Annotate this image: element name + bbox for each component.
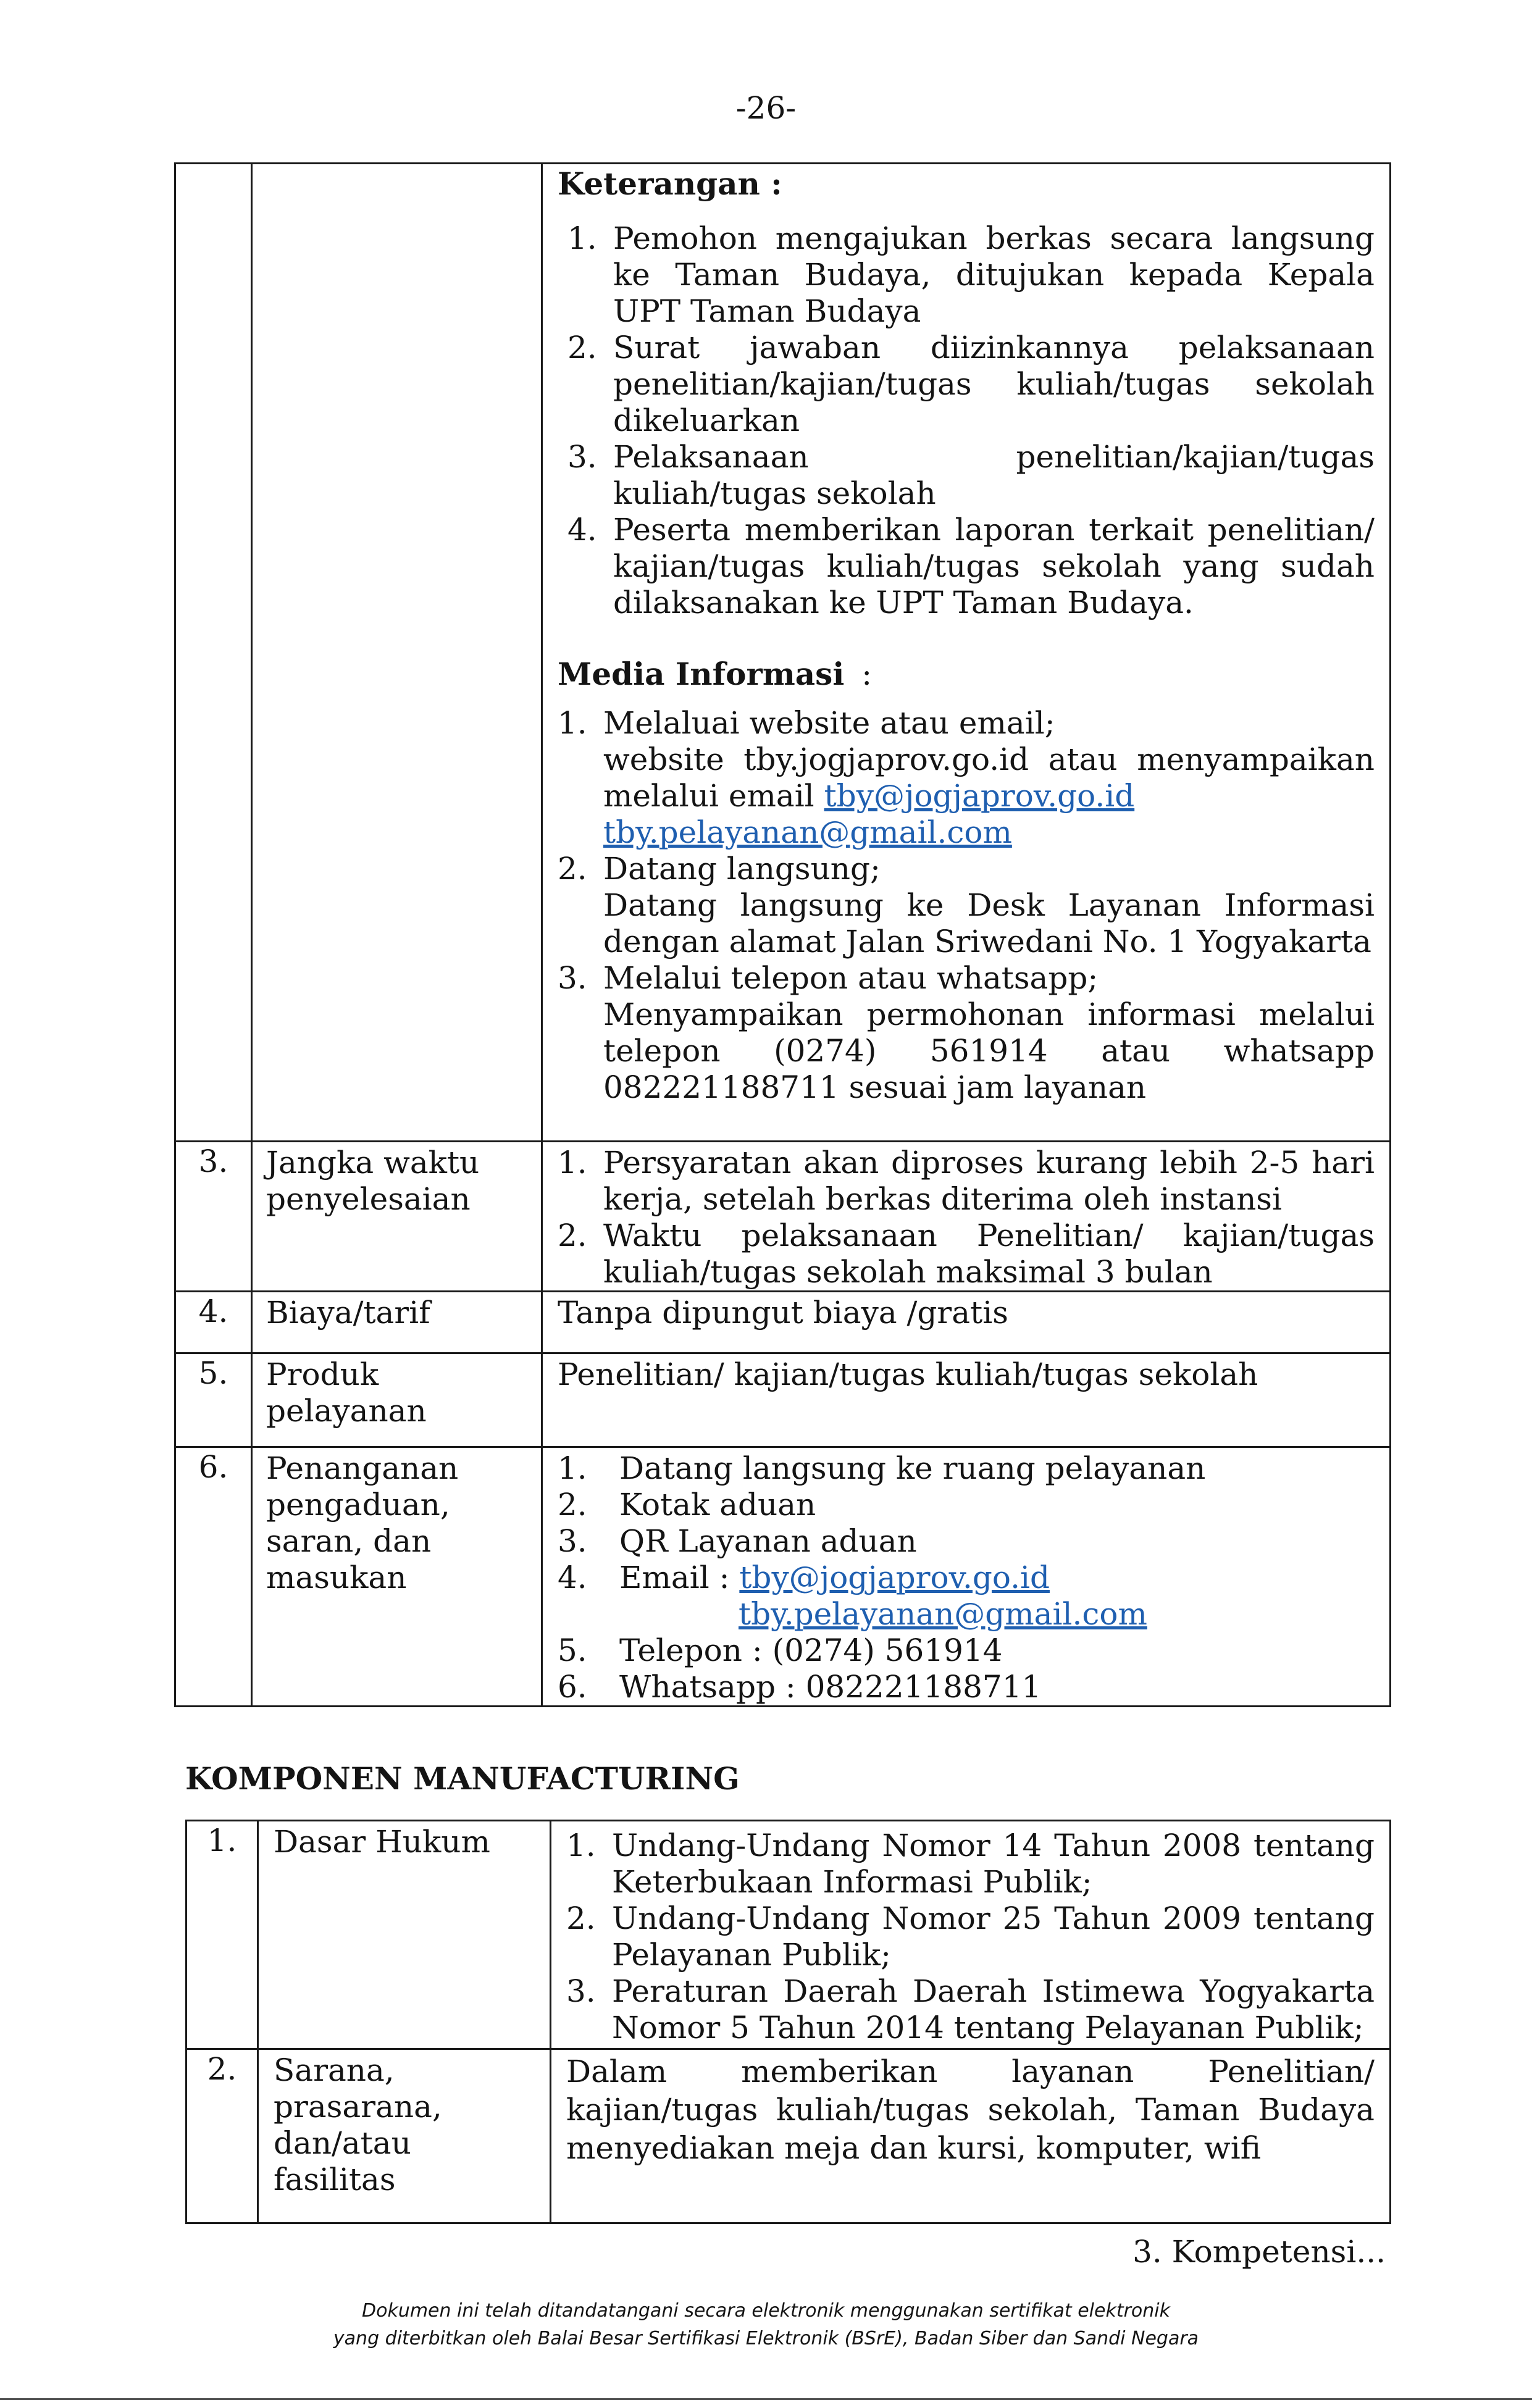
row-label-cell: [252, 164, 542, 1142]
keterangan-list: [558, 220, 1375, 621]
footer-line: Dokumen ini telah ditandatangani secara elektronik menggunakan sertifikat elektronik: [361, 2300, 1170, 2322]
signature-footer: [0, 2297, 1532, 2352]
email-link[interactable]: tby.pelayanan@gmail.com: [603, 814, 1012, 850]
row-number-cell: 3.: [175, 1142, 252, 1292]
footer-line: yang diterbitkan oleh Balai Besar Sertifikasi Elektronik (BSrE), Badan Siber dan Sandi Negara: [333, 2328, 1199, 2349]
list-item: 2. Kotak aduan: [558, 1487, 816, 1523]
list-item: 3. Melalui telepon atau whatsapp; Menyampaikan permohonan informasi melalui telepon (0274) 561914 atau whatsapp 082221188711 sesuai jam layanan: [558, 960, 1375, 1105]
email-link[interactable]: tby.pelayanan@gmail.com: [739, 1596, 1147, 1632]
table-row: [175, 1447, 1391, 1707]
table-row: [186, 2049, 1391, 2223]
row-number-cell: 6.: [175, 1447, 252, 1707]
keterangan-heading: Keterangan :: [558, 165, 782, 202]
service-standards-table: [174, 162, 1391, 1707]
manufacturing-component-table: [185, 1820, 1391, 2224]
row-label-cell: Jangka waktu penyelesaian: [252, 1142, 542, 1292]
row-content-cell: [542, 1447, 1391, 1707]
section-title: KOMPONEN MANUFACTURING: [185, 1760, 740, 1797]
list-item: 1. Datang langsung ke ruang pelayanan: [558, 1450, 1206, 1486]
list-item: 1. Undang-Undang Nomor 14 Tahun 2008 tentang Keterbukaan Informasi Publik;: [566, 1828, 1375, 1900]
table-row: [175, 1142, 1391, 1292]
list-item: 2. Surat jawaban diizinkannya pelaksanaan penelitian/kajian/tugas kuliah/tugas sekolah dikeluarkan: [567, 330, 1375, 438]
media-heading-line: [558, 656, 1375, 693]
row-label-cell: Produk pelayanan: [252, 1353, 542, 1447]
list-item: 1. Persyaratan akan diproses kurang lebih 2-5 hari kerja, setelah berkas diterima oleh instansi: [558, 1145, 1375, 1217]
media-colon: :: [861, 656, 873, 692]
row-number-cell: 5.: [175, 1353, 252, 1447]
row-number-cell: 1.: [186, 1821, 258, 2049]
email-link[interactable]: tby@jogjaprov.go.id: [824, 778, 1135, 814]
table-row: [175, 1353, 1391, 1447]
complaint-list: [558, 1450, 1375, 1705]
row-label-cell: Biaya/tarif: [252, 1292, 542, 1353]
list-item: 4. Email : tby@jogjaprov.go.id tby.pelayanan@gmail.com: [558, 1560, 1147, 1632]
media-heading: Media Informasi: [558, 656, 845, 692]
row-content-cell: [542, 164, 1391, 1142]
page-number: -26-: [735, 90, 797, 126]
row-label-cell: Dasar Hukum: [258, 1821, 551, 2049]
continuation-marker: 3. Kompetensi...: [1132, 2234, 1386, 2270]
bottom-rule: [0, 2398, 1532, 2400]
list-item: 2. Undang-Undang Nomor 25 Tahun 2009 tentang Pelayanan Publik;: [566, 1900, 1375, 1973]
duration-list: [558, 1145, 1375, 1290]
row-label-cell: Sarana, prasarana, dan/atau fasilitas: [258, 2049, 551, 2223]
row-content-cell: [551, 1821, 1391, 2049]
list-item: 1. Melaluai website atau email; website tby.jogjaprov.go.id atau menyampaikan melalui email tby@jogjaprov.go.id tby.pelayanan@gmail.com: [558, 705, 1375, 850]
row-number-cell: 4.: [175, 1292, 252, 1353]
list-item: 6. Whatsapp : 082221188711: [558, 1669, 1042, 1705]
row-content-cell: Tanpa dipungut biaya /gratis: [542, 1292, 1391, 1353]
media-list: [558, 705, 1375, 1106]
row-number-cell: 2.: [186, 2049, 258, 2223]
list-item: 5. Telepon : (0274) 561914: [558, 1633, 1003, 1668]
row-content-cell: Penelitian/ kajian/tugas kuliah/tugas sekolah: [542, 1353, 1391, 1447]
row-content-cell: Dalam memberikan layanan Penelitian/ kajian/tugas kuliah/tugas sekolah, Taman Budaya menyediakan meja dan kursi, komputer, wifi: [551, 2049, 1391, 2223]
row-label-cell: Penanganan pengaduan, saran, dan masukan: [252, 1447, 542, 1707]
list-item: 4. Peserta memberikan laporan terkait penelitian/ kajian/tugas kuliah/tugas sekolah yang sudah dilaksanakan ke UPT Taman Budaya.: [567, 512, 1375, 621]
table-row: [186, 1821, 1391, 2049]
list-item: 3. Pelaksanaan penelitian/kajian/tugas kuliah/tugas sekolah: [567, 439, 1375, 511]
list-item: 2. Waktu pelaksanaan Penelitian/ kajian/tugas kuliah/tugas sekolah maksimal 3 bulan: [558, 1218, 1375, 1290]
row-content-cell: [542, 1142, 1391, 1292]
row-number-cell: [175, 164, 252, 1142]
legal-basis-list: [566, 1828, 1375, 2046]
list-item: 3. Peraturan Daerah Daerah Istimewa Yogyakarta Nomor 5 Tahun 2014 tentang Pelayanan Publik;: [566, 1973, 1375, 2046]
table-row: [175, 164, 1391, 1142]
list-item: 2. Datang langsung; Datang langsung ke Desk Layanan Informasi dengan alamat Jalan Sriwedani No. 1 Yogyakarta: [558, 851, 1375, 959]
list-item: 3. QR Layanan aduan: [558, 1523, 917, 1559]
table-row: [175, 1292, 1391, 1353]
email-link[interactable]: tby@jogjaprov.go.id: [739, 1560, 1050, 1595]
list-item: 1. Pemohon mengajukan berkas secara langsung ke Taman Budaya, ditujukan kepada Kepala UPT Taman Budaya: [567, 220, 1375, 329]
